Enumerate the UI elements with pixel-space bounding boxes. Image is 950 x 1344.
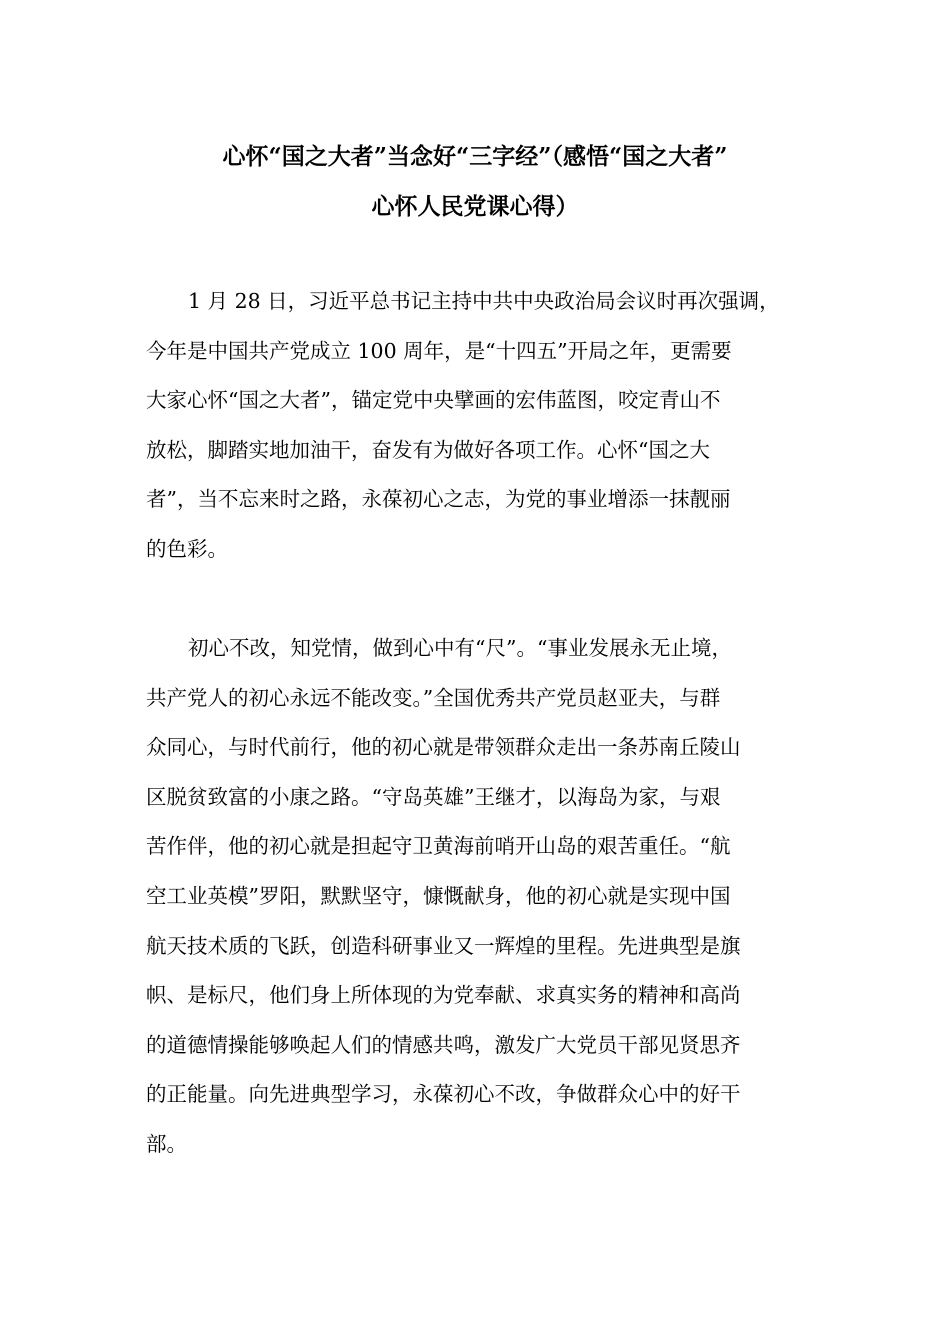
- paragraph-line: 放松，脚踏实地加油干，奋发有为做好各项工作。心怀“国之大: [146, 437, 710, 462]
- paragraph-line: 的色彩。: [146, 536, 228, 561]
- paragraph-line: 苦作伴，他的初心就是担起守卫黄海前哨开山岛的艰苦重任。“航: [146, 834, 731, 859]
- paragraph-line: 区脱贫致富的小康之路。“守岛英雄”王继才，以海岛为家，与艰: [146, 784, 721, 809]
- paragraph-line: 航天技术质的飞跃，创造科研事业又一辉煌的里程。先进典型是旗: [146, 933, 741, 958]
- paragraph-line: 空工业英模”罗阳，默默坚守，慷慨献身，他的初心就是实现中国: [146, 883, 731, 908]
- paragraph-line: 的道德情操能够唤起人们的情感共鸣，激发广大党员干部见贤思齐: [146, 1032, 741, 1057]
- paragraph-1: [146, 277, 806, 575]
- paragraph-line: 初心不改，知党情，做到心中有“尺”。“事业发展永无止境，: [188, 636, 732, 660]
- paragraph-line: 共产党人的初心永远不能改变。”全国优秀共产党员赵亚夫，与群: [146, 685, 721, 710]
- title-line-1: 心怀“国之大者”当念好“三字经”（感悟“国之大者”: [222, 143, 728, 170]
- paragraph-line: 众同心，与时代前行，他的初心就是带领群众走出一条苏南丘陵山: [146, 735, 741, 760]
- paragraph-line: 1 月 28 日，习近平总书记主持中共中央政治局会议时再次强调，: [188, 289, 780, 313]
- paragraph-line: 部。: [146, 1131, 187, 1156]
- paragraph-line: 帜、是标尺，他们身上所体现的为党奉献、求真实务的精神和高尚: [146, 983, 741, 1008]
- paragraph-line: 者”，当不忘来时之路，永葆初心之志，为党的事业增添一抹靓丽: [146, 487, 731, 512]
- title-line-2: 心怀人民党课心得）: [371, 193, 579, 220]
- paragraph-line: 的正能量。向先进典型学习，永葆初心不改，争做群众心中的好干: [146, 1082, 741, 1107]
- document-title: [100, 132, 850, 232]
- paragraph-line: 大家心怀“国之大者”，锚定党中央擘画的宏伟蓝图，咬定青山不: [146, 388, 721, 413]
- paragraph-line: 今年是中国共产党成立 100 周年，是“十四五”开局之年，更需要: [146, 338, 732, 363]
- paragraph-2: [146, 624, 806, 1170]
